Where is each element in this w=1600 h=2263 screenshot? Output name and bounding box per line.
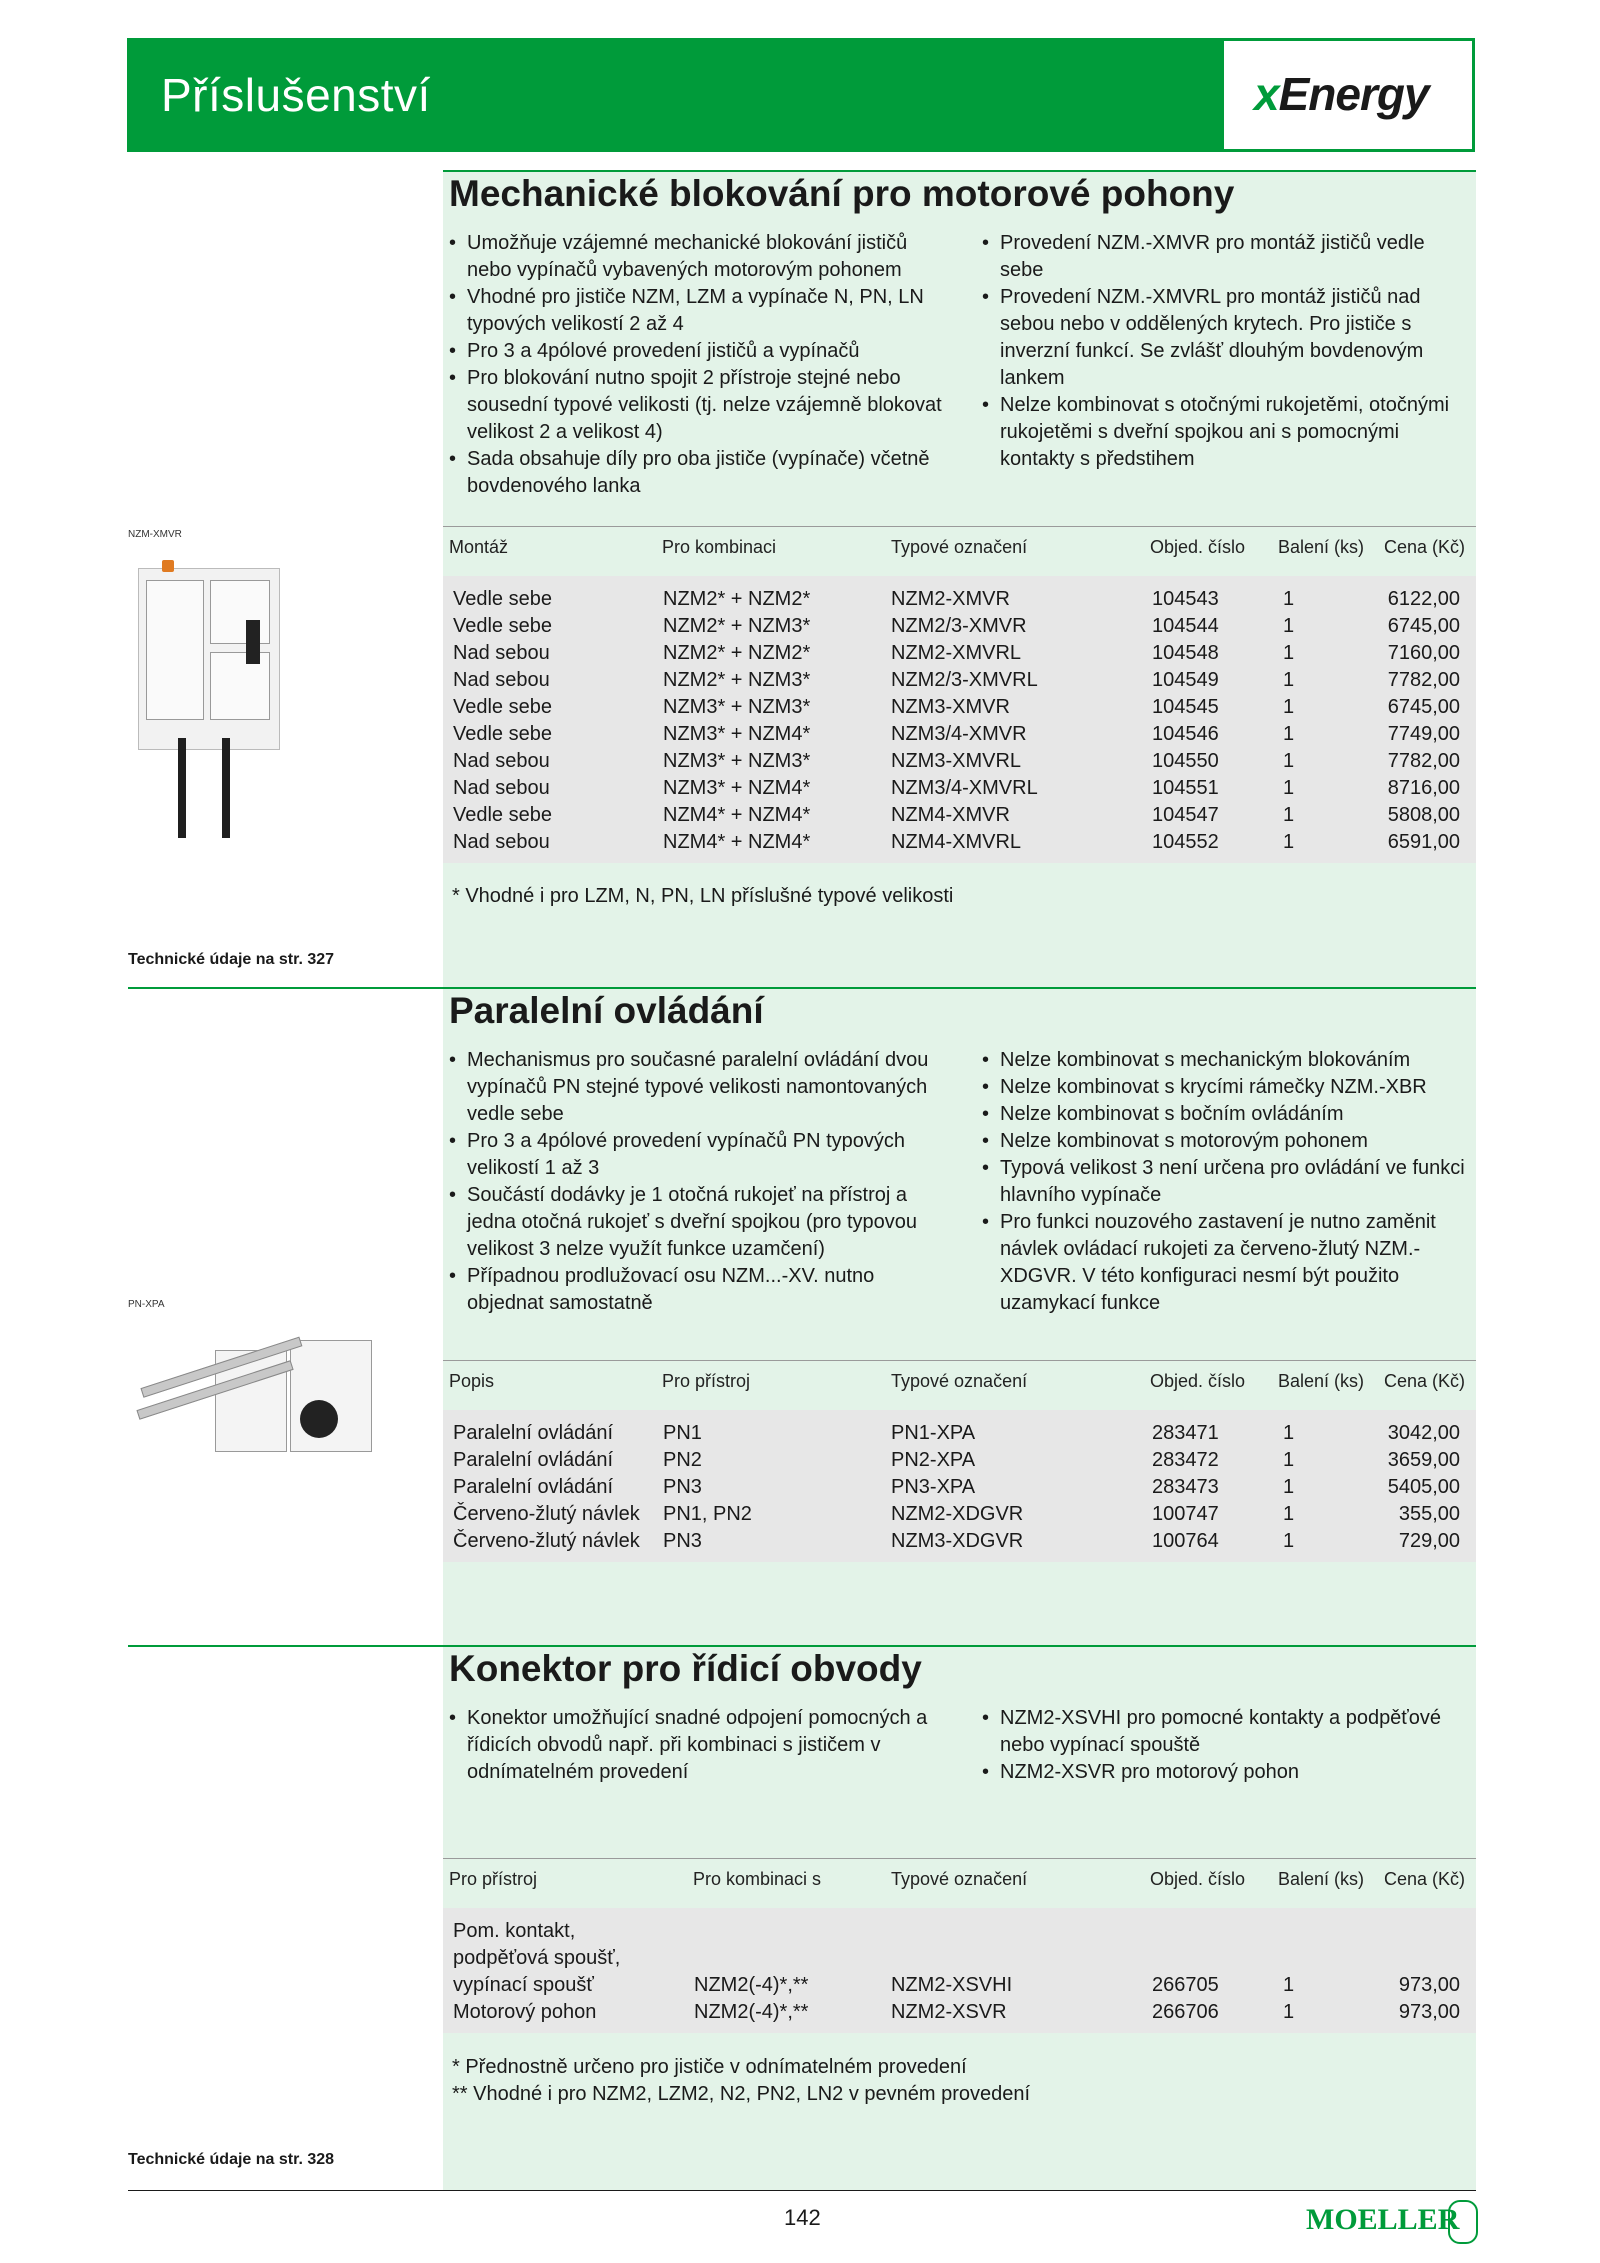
table-cell: vypínací spoušť — [453, 1974, 594, 1996]
table-cell: NZM2-XMVR — [891, 588, 1010, 610]
table-cell: Vedle sebe — [453, 723, 552, 745]
page-title: Příslušenství — [161, 69, 431, 121]
section-title: Mechanické blokování pro motorové pohony — [449, 173, 1235, 214]
table-header — [449, 1869, 1476, 1891]
table-cell: NZM2-XDGVR — [891, 1503, 1024, 1525]
table-cell: Nad sebou — [453, 777, 550, 799]
column-header: Pro přístroj — [662, 1371, 751, 1391]
table-cell: Vedle sebe — [453, 696, 552, 718]
image-caption: NZM-XMVR — [128, 529, 182, 540]
table-cell: 729,00 — [1398, 1530, 1460, 1552]
column-header: Objed. číslo — [1150, 1869, 1246, 1889]
list-item: • Nelze kombinovat s mechanickým blokováním — [982, 1047, 1472, 1074]
list-item: • Umožňuje vzájemné mechanické blokování jističů nebo vypínačů vybavených motorovým pohonem — [449, 230, 954, 284]
table-cell: 104550 — [1152, 750, 1219, 772]
table-header — [449, 537, 1476, 559]
table-cell: 1 — [1283, 588, 1295, 610]
list-item: • Pro blokování nutno spojit 2 přístroje stejné nebo sousední typové velikosti (tj. nelze vzájemně blokovat velikost 2 a velikost 4) — [449, 365, 954, 446]
table-top-rule — [443, 1858, 1476, 1859]
table-cell: NZM2-XMVRL — [891, 642, 1022, 664]
table-row — [443, 642, 1476, 669]
table-cell: 100764 — [1152, 1530, 1219, 1552]
list-item: • Pro 3 a 4pólové provedení vypínačů PN typových velikostí 1 až 3 — [449, 1128, 954, 1182]
table-row — [443, 1920, 1476, 1947]
table-cell: 1 — [1283, 750, 1295, 772]
table-cell: 104546 — [1152, 723, 1219, 745]
table-cell: 1 — [1283, 1503, 1295, 1525]
table-row — [443, 831, 1476, 858]
list-item: • Sada obsahuje díly pro oba jističe (vypínače) včetně bovdenového lanka — [449, 446, 954, 500]
table-cell: PN1 — [663, 1422, 702, 1444]
section-divider — [128, 1645, 1476, 1647]
table-row — [443, 777, 1476, 804]
table-cell: NZM4-XMVRL — [891, 831, 1022, 853]
table-cell: 6122,00 — [1387, 588, 1460, 610]
table-cell: Červeno-žlutý návlek — [453, 1530, 640, 1552]
table-cell: NZM2(-4)*,** — [694, 1974, 809, 1996]
table-row — [443, 1476, 1476, 1503]
table-cell: NZM3-XDGVR — [891, 1530, 1024, 1552]
table-cell: NZM4* + NZM4* — [663, 831, 811, 853]
list-item: • Případnou prodlužovací osu NZM...-XV. nutno objednat samostatně — [449, 1263, 954, 1317]
section-title: Konektor pro řídicí obvody — [449, 1648, 922, 1689]
table-cell: 1 — [1283, 831, 1295, 853]
table-body — [443, 1908, 1476, 2033]
table-cell: NZM2/3-XMVRL — [891, 669, 1038, 691]
table-cell: 1 — [1283, 642, 1295, 664]
column-header: Objed. číslo — [1150, 537, 1246, 557]
table-cell: PN2 — [663, 1449, 702, 1471]
bullet-list-right — [982, 230, 1472, 473]
table-cell: Nad sebou — [453, 750, 550, 772]
table-cell: 973,00 — [1398, 1974, 1460, 1996]
table-cell: NZM2* + NZM3* — [663, 615, 811, 637]
table-cell: 5808,00 — [1387, 804, 1460, 826]
table-cell: 104551 — [1152, 777, 1219, 799]
table-cell: PN3 — [663, 1476, 702, 1498]
table-cell: 1 — [1283, 723, 1295, 745]
list-item: • Mechanismus pro současné paralelní ovládání dvou vypínačů PN stejné typové velikosti namontovaných vedle sebe — [449, 1047, 954, 1128]
table-body — [443, 576, 1476, 863]
column-header: Typové označení — [891, 537, 1028, 557]
column-header: Cena (Kč) — [1384, 1869, 1466, 1889]
page-number: 142 — [784, 2205, 821, 2230]
column-header: Pro přístroj — [449, 1869, 538, 1889]
footnote: * Přednostně určeno pro jističe v odnímatelném provedení — [452, 2056, 967, 2078]
tech-data-reference: Technické údaje na str. 328 — [128, 2151, 335, 2168]
table-cell: PN3 — [663, 1530, 702, 1552]
column-header: Balení (ks) — [1278, 537, 1365, 557]
table-cell: 355,00 — [1398, 1503, 1460, 1525]
table-cell: 266705 — [1152, 1974, 1219, 1996]
table-cell: 7782,00 — [1387, 750, 1460, 772]
bullet-list-right — [982, 1047, 1472, 1317]
table-cell: Paralelní ovládání — [453, 1422, 614, 1444]
table-cell: PN2-XPA — [891, 1449, 976, 1471]
list-item: • Nelze kombinovat s motorovým pohonem — [982, 1128, 1472, 1155]
table-cell: 1 — [1283, 777, 1295, 799]
section-title: Paralelní ovládání — [449, 990, 764, 1031]
table-cell: Pom. kontakt, — [453, 1920, 576, 1942]
table-cell: Nad sebou — [453, 642, 550, 664]
table-cell: NZM3-XMVRL — [891, 750, 1022, 772]
table-cell: 104545 — [1152, 696, 1219, 718]
list-item: • Pro 3 a 4pólové provedení jističů a vypínačů — [449, 338, 954, 365]
table-cell: Červeno-žlutý návlek — [453, 1503, 640, 1525]
table-cell: 7749,00 — [1387, 723, 1460, 745]
table-cell: 1 — [1283, 804, 1295, 826]
table-cell: NZM3/4-XMVR — [891, 723, 1027, 745]
table-cell: NZM4-XMVR — [891, 804, 1010, 826]
table-cell: Vedle sebe — [453, 804, 552, 826]
column-header: Montáž — [449, 537, 509, 557]
table-cell: 1 — [1283, 1449, 1295, 1471]
table-cell: 7782,00 — [1387, 669, 1460, 691]
table-cell: 6591,00 — [1387, 831, 1460, 853]
table-row — [443, 750, 1476, 777]
table-cell: 1 — [1283, 696, 1295, 718]
table-body — [443, 1410, 1476, 1562]
moeller-emblem-icon — [1448, 2200, 1478, 2244]
list-item: • Typová velikost 3 není určena pro ovládání ve funkci hlavního vypínače — [982, 1155, 1472, 1209]
table-cell: 283473 — [1152, 1476, 1219, 1498]
table-cell: PN3-XPA — [891, 1476, 976, 1498]
table-cell: NZM2(-4)*,** — [694, 2001, 809, 2023]
table-row — [443, 615, 1476, 642]
table-cell: podpěťová spoušť, — [453, 1947, 621, 1969]
table-cell: 8716,00 — [1387, 777, 1460, 799]
brand-logo-text: xEnergy — [1254, 68, 1429, 120]
table-row — [443, 669, 1476, 696]
table-cell: 100747 — [1152, 1503, 1219, 1525]
list-item: • Nelze kombinovat s bočním ovládáním — [982, 1101, 1472, 1128]
table-cell: 3659,00 — [1387, 1449, 1460, 1471]
table-cell: 1 — [1283, 615, 1295, 637]
table-cell: 266706 — [1152, 2001, 1219, 2023]
product-image-pn-xpa — [130, 1338, 380, 1473]
bullet-list-left — [449, 230, 954, 500]
table-top-rule — [443, 526, 1476, 527]
table-top-rule — [443, 1360, 1476, 1361]
product-image-nzm-xmvr — [138, 568, 278, 840]
table-cell: Nad sebou — [453, 669, 550, 691]
page-header — [127, 38, 1475, 152]
table-row — [443, 588, 1476, 615]
table-cell: NZM3/4-XMVRL — [891, 777, 1038, 799]
table-cell: 283471 — [1152, 1422, 1219, 1444]
table-cell: 1 — [1283, 669, 1295, 691]
table-row — [443, 1974, 1476, 2001]
table-cell: NZM2* + NZM2* — [663, 588, 811, 610]
table-cell: Vedle sebe — [453, 588, 552, 610]
list-item: • NZM2-XSVHI pro pomocné kontakty a podpěťové nebo vypínací spouště — [982, 1705, 1472, 1759]
table-cell: Paralelní ovládání — [453, 1449, 614, 1471]
table-cell: 5405,00 — [1387, 1476, 1460, 1498]
table-cell: 104549 — [1152, 669, 1219, 691]
list-item: • Nelze kombinovat s krycími rámečky NZM.-XBR — [982, 1074, 1472, 1101]
table-row — [443, 804, 1476, 831]
column-header: Typové označení — [891, 1371, 1028, 1391]
list-item: • Nelze kombinovat s otočnými rukojetěmi, otočnými rukojetěmi s dveřní spojkou ani s pomocnými kontakty s předstihem — [982, 392, 1472, 473]
column-header: Objed. číslo — [1150, 1371, 1246, 1391]
table-row — [443, 2001, 1476, 2028]
list-item: • Vhodné pro jističe NZM, LZM a vypínače N, PN, LN typových velikostí 2 až 4 — [449, 284, 954, 338]
table-cell: NZM2-XSVR — [891, 2001, 1007, 2023]
bullet-list-left — [449, 1705, 954, 1786]
table-row — [443, 1422, 1476, 1449]
column-header: Typové označení — [891, 1869, 1028, 1889]
bullet-list-left — [449, 1047, 954, 1317]
table-cell: 3042,00 — [1387, 1422, 1460, 1444]
list-item: • Provedení NZM.-XMVR pro montáž jističů vedle sebe — [982, 230, 1472, 284]
table-cell: 1 — [1283, 1422, 1295, 1444]
column-header: Popis — [449, 1371, 495, 1391]
list-item: • Provedení NZM.-XMVRL pro montáž jističů nad sebou nebo v oddělených krytech. Pro jističe s inverzní funkcí. Se zvlášť dlouhým bovdenovým lankem — [982, 284, 1472, 392]
xenergy-logo — [1224, 41, 1472, 149]
table-cell: NZM3* + NZM4* — [663, 777, 811, 799]
table-cell: 973,00 — [1398, 2001, 1460, 2023]
table-cell: NZM3* + NZM4* — [663, 723, 811, 745]
bullet-list-right — [982, 1705, 1472, 1786]
table-cell: 6745,00 — [1387, 615, 1460, 637]
moeller-logo-text: MOELLER — [1306, 2203, 1460, 2236]
table-cell: PN1-XPA — [891, 1422, 976, 1444]
table-cell: Paralelní ovládání — [453, 1476, 614, 1498]
table-row — [443, 723, 1476, 750]
table-cell: 7160,00 — [1387, 642, 1460, 664]
column-header: Pro kombinaci — [662, 537, 777, 557]
table-cell: NZM2* + NZM2* — [663, 642, 811, 664]
table-row — [443, 1947, 1476, 1974]
table-cell: 104543 — [1152, 588, 1219, 610]
table-cell: Motorový pohon — [453, 2001, 597, 2023]
list-item: • NZM2-XSVR pro motorový pohon — [982, 1759, 1472, 1786]
table-cell: NZM3* + NZM3* — [663, 750, 811, 772]
table-cell: 1 — [1283, 1530, 1295, 1552]
list-item: • Součástí dodávky je 1 otočná rukojeť na přístroj a jedna otočná rukojeť s dveřní spojkou (pro typovou velikost 3 nelze využít funkce uzamčení) — [449, 1182, 954, 1263]
list-item: • Konektor umožňující snadné odpojení pomocných a řídicích obvodů např. při kombinaci s jističem v odnímatelném provedení — [449, 1705, 954, 1786]
table-cell: Nad sebou — [453, 831, 550, 853]
table-row — [443, 1530, 1476, 1557]
table-cell: NZM2-XSVHI — [891, 1974, 1013, 1996]
column-header: Cena (Kč) — [1384, 537, 1466, 557]
column-header: Balení (ks) — [1278, 1869, 1365, 1889]
table-cell: NZM2/3-XMVR — [891, 615, 1027, 637]
table-cell: 6745,00 — [1387, 696, 1460, 718]
table-cell: 1 — [1283, 1476, 1295, 1498]
table-cell: 104548 — [1152, 642, 1219, 664]
table-cell: 1 — [1283, 1974, 1295, 1996]
table-cell: PN1, PN2 — [663, 1503, 752, 1525]
footnote: ** Vhodné i pro NZM2, LZM2, N2, PN2, LN2 v pevném provedení — [452, 2083, 1031, 2105]
column-header: Pro kombinaci s — [693, 1869, 822, 1889]
section-divider — [443, 170, 1476, 172]
table-row — [443, 1449, 1476, 1476]
table-row — [443, 1503, 1476, 1530]
table-cell: 104544 — [1152, 615, 1219, 637]
table-cell: 104552 — [1152, 831, 1219, 853]
column-header: Cena (Kč) — [1384, 1371, 1466, 1391]
table-cell: 1 — [1283, 2001, 1295, 2023]
footer-rule — [128, 2190, 1476, 2191]
section-divider — [128, 987, 1476, 989]
table-cell: 283472 — [1152, 1449, 1219, 1471]
table-row — [443, 696, 1476, 723]
table-cell: NZM4* + NZM4* — [663, 804, 811, 826]
table-cell: Vedle sebe — [453, 615, 552, 637]
table-cell: NZM3-XMVR — [891, 696, 1010, 718]
column-header: Balení (ks) — [1278, 1371, 1365, 1391]
table-cell: NZM2* + NZM3* — [663, 669, 811, 691]
table-cell: 104547 — [1152, 804, 1219, 826]
table-cell: NZM3* + NZM3* — [663, 696, 811, 718]
image-caption: PN-XPA — [128, 1299, 165, 1310]
tech-data-reference: Technické údaje na str. 327 — [128, 951, 335, 968]
footnote: * Vhodné i pro LZM, N, PN, LN příslušné typové velikosti — [452, 885, 954, 907]
list-item: • Pro funkci nouzového zastavení je nutno zaměnit návlek ovládací rukojeti za červeno-žlutý NZM.-XDGVR. V této konfiguraci nesmí být použito uzamykací funkce — [982, 1209, 1472, 1317]
table-header — [449, 1371, 1476, 1393]
